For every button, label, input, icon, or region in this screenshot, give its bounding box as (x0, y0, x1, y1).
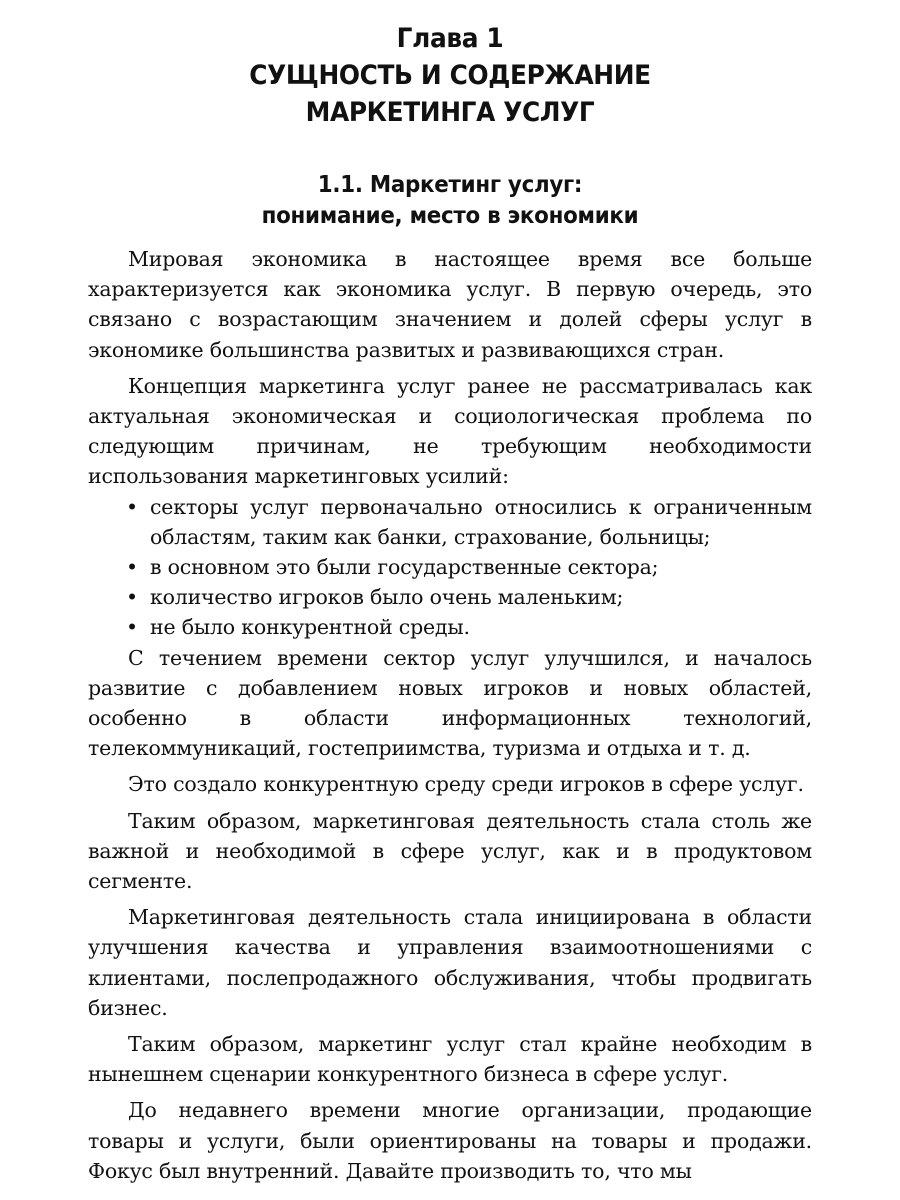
chapter-title-line-2: МАРКЕТИНГА УСЛУГ (305, 97, 595, 128)
paragraph-3: С течением времени сектор услуг улучшился, и началось развитие с добавлением новых игроков и новых областей, особенно в области информационных технологий, телекоммуникаций, гостеприимства, туризма и отдыха и т. д. (88, 645, 812, 761)
bullet-marker: • (126, 494, 138, 519)
bullet-item-2 (88, 552, 812, 582)
bullet-item-3 (88, 582, 812, 612)
section-title-line-1: 1.1. Маркетинг услуг: (317, 172, 583, 198)
bullet-marker: • (126, 555, 138, 580)
bullet-item-1 (88, 492, 812, 552)
paragraph-7: Таким образом, маркетинг услуг стал крайне необходим в нынешнем сценарии конкурентного бизнеса в сфере услуг. (88, 1032, 812, 1087)
paragraph-6: Маркетинговая деятельность стала инициирована в области улучшения качества и управления взаимоотношениями с клиентами, послепродажного обслуживания, чтобы продвигать бизнес. (88, 905, 812, 1020)
paragraph-2: Концепция маркетинга услуг ранее не рассматривалась как актуальная экономическая и социологическая проблема по следующим причинам, не требующим необходимости использования маркетинговых усилий: (88, 373, 812, 489)
chapter-title-line-1: СУЩНОСТЬ И СОДЕРЖАНИЕ (249, 60, 651, 91)
paragraph-4: Это создало конкурентную среду среди игроков в сфере услуг. (128, 772, 804, 797)
section-title-line-2: понимание, место в экономики (261, 203, 639, 229)
body-text (88, 244, 812, 1186)
chapter-label: Глава 1 (396, 23, 504, 54)
bullet-marker: • (126, 615, 138, 640)
bullet-list (88, 492, 812, 643)
bullet-text: в основном это были государственные сектора; (150, 555, 659, 580)
bullet-marker: • (126, 585, 138, 610)
section-heading (113, 170, 786, 232)
paragraph-8: До недавнего времени многие организации, продающие товары и услуги, были ориентированы на товары и продажи. Фокус был внутренний. Давайте производить то, что мы (88, 1098, 812, 1183)
paragraph-1: Мировая экономика в настоящее время все больше характеризуется как экономика услуг. В первую очередь, это связано с возрастающим значением и долей сферы услуг в экономике большинства развитых и развивающихся стран. (88, 247, 812, 362)
paragraph-5: Таким образом, маркетинговая деятельность стала столь же важной и необходимой в сфере услуг, как и в продуктовом сегменте. (88, 808, 812, 894)
bullet-text: количество игроков было очень маленьким; (150, 585, 624, 610)
bullet-text: секторы услуг первоначально относились к ограниченным областям, таким как банки, страхование, больницы; (150, 494, 812, 549)
chapter-heading (117, 20, 783, 131)
bullet-item-4 (88, 612, 812, 642)
bullet-text: не было конкурентной среды. (150, 615, 470, 640)
